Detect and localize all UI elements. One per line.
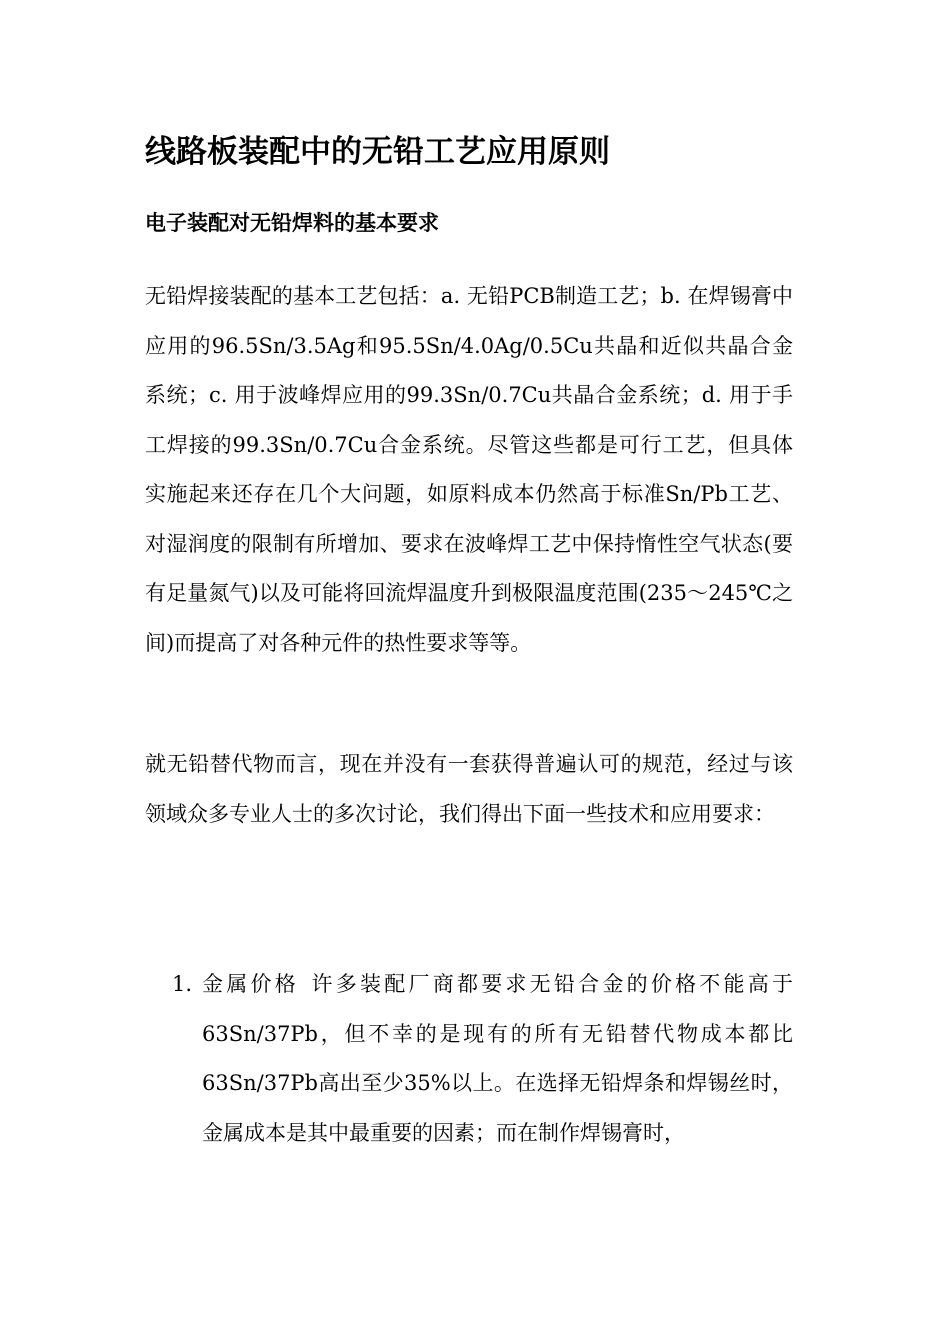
list-item-text: 许多装配厂商都要求无铅合金的价格不能高于63Sn/37Pb，但不幸的是现有的所有无铅替代物成本都比63Sn/37Pb高出至少35%以上。在选择无铅焊条和焊锡丝时，金属成本是其中最重要的因素；而在制作焊锡膏时，: [202, 972, 794, 1145]
list-item-marker: 1.: [172, 972, 193, 996]
list-item-heading: 金属价格: [202, 972, 299, 996]
paragraph-requirements-intro: 就无铅替代物而言，现在并没有一套获得普遍认可的规范，经过与该领域众多专业人士的多次讨论，我们得出下面一些技术和应用要求：: [145, 752, 793, 826]
document-subtitle: 电子装配对无铅焊料的基本要求: [145, 210, 439, 235]
requirements-list: [145, 960, 793, 1158]
document-title: 线路板装配中的无铅工艺应用原则: [145, 134, 610, 170]
list-item: [145, 960, 793, 1158]
paragraph-basic-process: 无铅焊接装配的基本工艺包括：a. 无铅PCB制造工艺；b. 在焊锡膏中应用的96.5Sn/3.5Ag和95.5Sn/4.0Ag/0.5Cu共晶和近似共晶合金系统；c. 用于波峰焊应用的99.3Sn/0.7Cu共晶合金系统；d. 用于手工焊接的99.3Sn/0.7Cu合金系统。尽管这些都是可行工艺，但具体实施起来还存在几个大问题，如原料成本仍然高于标准Sn/Pb工艺、对湿润度的限制有所增加、要求在波峰焊工艺中保持惰性空气状态(要有足量氮气)以及可能将回流焊温度升到极限温度范围(235～245℃之间)而提高了对各种元件的热性要求等等。: [145, 284, 793, 655]
